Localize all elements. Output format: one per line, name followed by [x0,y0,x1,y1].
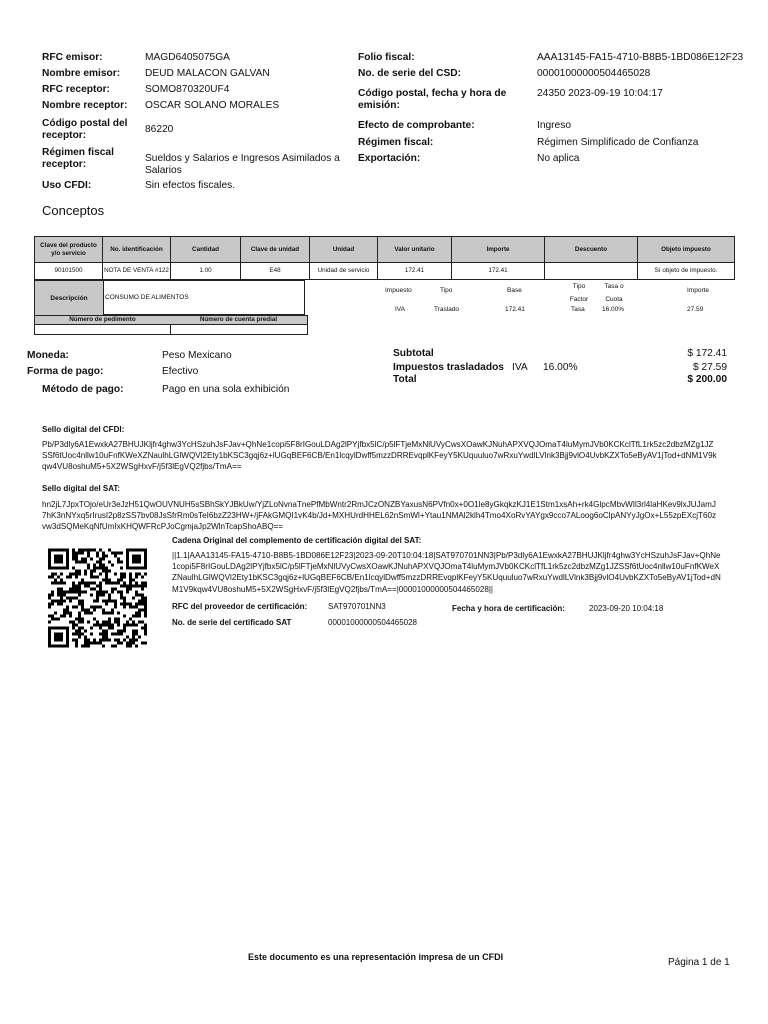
tax-tipo: Traslado [434,306,460,313]
tax-base: 172.41 [505,306,525,313]
pedimento-label: Número de pedimento [34,315,171,325]
conceptos-table [34,236,735,280]
cuenta-predial-value [170,325,308,335]
forma-pago-label: Forma de pago: [27,366,104,377]
col-importe: Importe [452,237,545,263]
moneda-label: Moneda: [27,350,69,361]
subtotal-value: $ 172.41 [687,348,727,359]
tax-head-impuesto: Impuesto [385,287,412,294]
metodo-pago-value: Pago en una sola exhibición [162,384,290,395]
col-unidad: Unidad [310,237,378,263]
fecha-cert-value: 2023-09-20 10:04:18 [589,604,664,613]
total-value: $ 200.00 [687,374,727,385]
rfc-emisor-value: MAGD6405075GA [145,52,230,63]
rfc-proveedor-value: SAT970701NN3 [328,602,386,611]
cp-receptor-label: Código postal del receptor: [42,118,128,141]
impuesto-tasa: 16.00% [543,362,578,373]
rfc-receptor-label: RFC receptor: [42,84,110,95]
fecha-cert-label: Fecha y hora de certificación: [452,604,565,613]
cell-no-identificacion: NOTA DE VENTA #122 [103,263,171,280]
subtotal-label: Subtotal [393,348,434,359]
cell-cantidad: 1.00 [171,263,241,280]
serie-csd-value: 00001000000504465028 [537,68,651,79]
col-objeto-impuesto: Objeto impuesto [638,237,735,263]
uso-cfdi-label: Uso CFDI: [42,180,92,191]
page-number: Página 1 de 1 [668,957,730,968]
nombre-emisor-value: DEUD MALACON GALVAN [145,68,270,79]
exportacion-value: No aplica [537,153,580,164]
descripcion-label: Descripción [34,280,104,317]
cell-objeto-impuesto: Sí objeto de impuesto. [638,263,735,280]
col-descuento: Descuento [545,237,638,263]
tax-tipo-factor: Tasa [571,306,585,313]
col-valor-unitario: Valor unitario [378,237,452,263]
exportacion-label: Exportación: [358,153,421,164]
cp-fecha-value: 24350 2023-09-19 10:04:17 [537,88,663,99]
rfc-emisor-label: RFC emisor: [42,52,103,63]
tax-importe: 27.59 [687,306,704,313]
moneda-value: Peso Mexicano [162,350,232,361]
sello-cfdi-value: Pb/P3dly6A1EwxkA27BHUJKljfr4ghw3YcHSzuhJsFJav+QhNe1copi5F8rIGouLDAg2lPYjfbx5lC/p5lFTjeMxNlUVyCwsXOawKJNuhAPXVQJOmaT4luMymJVb0KCKclTfL1rk5zc2dbzMZg1JZSSf6tUoc4nllw10uFnfKWeXZNaulhLGlWQVl2Ety1bKSC3gqj6z+lUGqBEF6CB/En1lcqylDwff5mzzDRREvqplKFeyY5KUquuluo7wRxuYwdlLVlnk3Bjj9vlO4UvbKZXTo5eByAV1jTod+dNM1V9kqw4VU8oshuM5+5X2WSgHxvF/j5f3lEgVQ2fjbs/TmA== [42,440,717,472]
tax-tasa: 16.00% [602,306,625,313]
uso-cfdi-value: Sin efectos fiscales. [145,180,236,191]
sello-sat-label: Sello digital del SAT: [42,484,121,493]
serie-csd-label: No. de serie del CSD: [358,68,462,79]
cell-clave-producto: 90101500 [35,263,103,280]
regimen-fiscal-label: Régimen fiscal: [358,137,434,148]
efecto-value: Ingreso [537,120,571,131]
folio-fiscal-label: Folio fiscal: [358,52,415,63]
cadena-label: Cadena Original del complemento de certificación digital del SAT: [172,536,422,545]
footer-note: Este documento es una representación impresa de un CFDI [248,952,504,962]
sello-sat-value: hn2jL7JpxTOjo/eUr3eJzH51QwOUVNUH5sSBhSkYJBkUw/YjZLoNvnaTnePfMbWntr2RmJCzONZBYaxusN6PVfn0x+0O1le8yGkqkzKJ1E1Stm1xsAh+rk4GlpcMbvWIl3rl4laHKev9lxJUJamJ7hK3nNYxq5rIrusI2p8zSS7bv08JsSfrRm0sTeI6bzZ23HW+/jFAkGMQI1vK4b/Jd+MXHUrdHHEL62nSmWl+Ytau1NMAl2klh4Tmo4XoRvYAYgx9cco7ALoog6oClpANYyJgOx+L55zpEXcjT60zvw3dSQMeKqNfUmIxKHQWFRcPJoCgmjaJp2WlnTcapShoABQ== [42,500,717,532]
regimen-receptor-value: Sueldos y Salarios e Ingresos Asimilados a Salarios [145,153,340,176]
cell-importe: 172.41 [452,263,545,280]
forma-pago-value: Efectivo [162,366,199,377]
descripcion-value: CONSUMO DE ALIMENTOS [103,280,305,315]
sello-cfdi-label: Sello digital del CFDI: [42,425,125,434]
rfc-receptor-value: SOMO870320UF4 [145,84,230,95]
cp-receptor-value: 86220 [145,124,174,135]
tax-head-tasa-cuota: Tasa o Cuota [604,283,624,303]
tax-head-base: Base [507,287,522,294]
pedimento-value [34,325,171,335]
cuenta-predial-label: Número de cuenta predial [170,315,308,325]
cell-descuento [545,263,638,280]
tax-impuesto: IVA [395,306,405,313]
impuestos-value: $ 27.59 [693,362,727,373]
conceptos-title: Conceptos [42,203,105,218]
nombre-receptor-label: Nombre receptor: [42,100,128,111]
qr-code-image [48,547,147,649]
tax-head-tipo-factor: Tipo Factor [569,283,589,303]
serie-sat-label: No. de serie del certificado SAT [172,618,292,627]
cadena-value: ||1.1|AAA13145-FA15-4710-B8B5-1BD086E12F23|2023-09-20T10:04:18|SAT970701NN3|Pb/P3dly6A1EwxkA27BHUJKljfr4ghw3YcHSzuhJsFJav+QhNe1copi5F8rIGouLDAg2lPYjfbx5lC/p5lFTjeMxNlUVyCwsXOawKJNuhAPXVQJOmaT4luMymJVb0KCKclTfL1rk5zc2dbzMZg1JZSSf6tUoc4nllw10uFnfKWeXZNaulhLGlWQVl2Ety1bKSC3gqj6z+lUGqBEF6CB/En1lcqylDwff5mzzDRREvqplKFeyY5KUquuluo7wRxuYwdlLVlnk3Bjj9vlO4UvbKZXTo5eByAV1jTod+dNM1V9kqw4VU8oshuM5+5X2WSgHxvF/j5f3lEgVQ2fjbs/TmA==|00001000000504465028|| [172,551,721,594]
cell-unidad: Unidad de servicio [310,263,378,280]
total-label: Total [393,374,417,385]
col-no-identificacion: No. identificación [103,237,171,263]
tax-head-importe: Importe [687,287,710,294]
folio-fiscal-value: AAA13145-FA15-4710-B8B5-1BD086E12F23 [537,52,744,63]
impuesto-tipo: IVA [512,362,528,373]
serie-sat-value: 00001000000504465028 [328,618,417,627]
col-clave-producto: Clave del producto y/o servicio [35,237,103,263]
metodo-pago-label: Método de pago: [42,384,124,395]
cell-valor-unitario: 172.41 [378,263,452,280]
col-cantidad: Cantidad [171,237,241,263]
rfc-proveedor-label: RFC del proveedor de certificación: [172,602,308,611]
impuestos-label: Impuestos trasladados [393,362,504,373]
nombre-emisor-label: Nombre emisor: [42,68,121,79]
cp-fecha-label: Código postal, fecha y hora de emisión: [358,88,507,111]
regimen-receptor-label: Régimen fiscal receptor: [42,147,114,170]
regimen-fiscal-value: Régimen Simplificado de Confianza [537,137,699,148]
tax-head-tipo: Tipo [440,287,453,294]
cell-clave-unidad: E48 [241,263,310,280]
table-row [35,263,735,280]
nombre-receptor-value: OSCAR SOLANO MORALES [145,100,280,111]
col-clave-unidad: Clave de unidad [241,237,310,263]
efecto-label: Efecto de comprobante: [358,120,475,131]
